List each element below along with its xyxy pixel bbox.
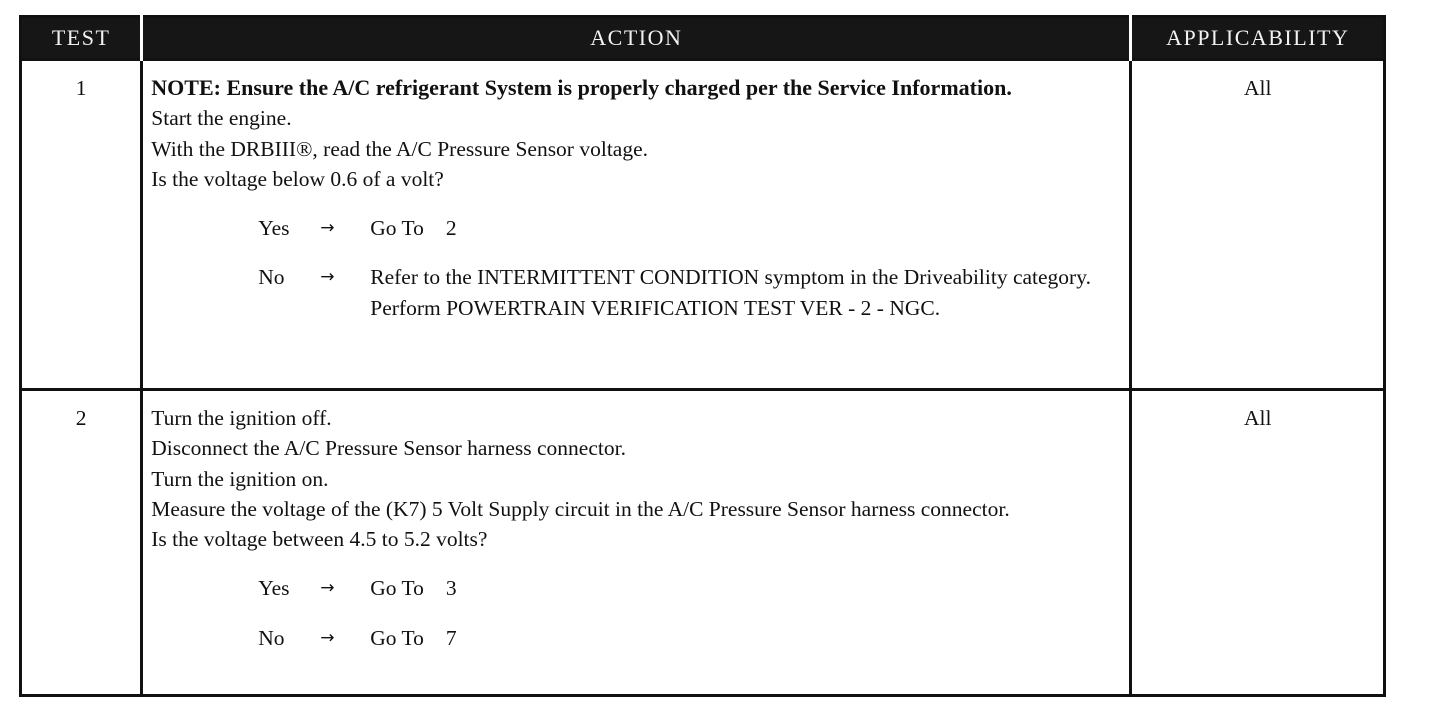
applicability-value: All [1131, 60, 1385, 390]
step-text: Start the engine. [151, 106, 292, 131]
go-to-test-number: 7 [445, 625, 457, 650]
action-cell [142, 390, 1131, 696]
question-text: Is the voltage between 4.5 to 5.2 volts? [151, 527, 488, 552]
no-branch [151, 623, 1120, 653]
applicability-value: All [1131, 390, 1385, 696]
no-action-text: Refer to the INTERMITTENT CONDITION symptom in the Driveability category. [370, 265, 1091, 290]
step-text: With the DRBIII®, read the A/C Pressure Sensor voltage. [151, 136, 649, 161]
no-label: No [258, 265, 285, 290]
note-text: NOTE: Ensure the A/C refrigerant System is properly charged per the Service Information. [151, 75, 1012, 100]
header-applicability: APPLICABILITY [1131, 17, 1385, 60]
answer-branches [151, 573, 1120, 653]
header-action: ACTION [142, 17, 1131, 60]
step-text: Turn the ignition off. [151, 406, 332, 430]
no-action-text-2: Perform POWERTRAIN VERIFICATION TEST VER - 2 - NGC. [370, 295, 941, 320]
go-to-test-number: 2 [445, 216, 457, 241]
no-branch [151, 262, 1120, 323]
go-to-label: Go To [370, 625, 424, 650]
action-cell [142, 60, 1131, 390]
arrow-icon: → [320, 267, 335, 288]
table-row [21, 390, 1385, 696]
answer-branches [151, 213, 1120, 323]
yes-branch [151, 213, 1120, 243]
diagnostic-test-table [19, 15, 1386, 697]
go-to-label: Go To [370, 216, 424, 241]
step-text: Measure the voltage of the (K7) 5 Volt Supply circuit in the A/C Pressure Sensor harness connector. [151, 496, 1010, 521]
yes-label: Yes [258, 576, 290, 601]
question-text: Is the voltage below 0.6 of a volt? [151, 166, 444, 191]
arrow-icon: → [320, 218, 335, 239]
test-number: 2 [21, 390, 142, 696]
yes-label: Yes [258, 216, 290, 241]
test-number: 1 [21, 60, 142, 390]
go-to-label: Go To [370, 576, 424, 601]
no-action [370, 623, 1120, 653]
no-label: No [258, 625, 285, 650]
no-action [370, 262, 1120, 323]
yes-branch [151, 573, 1120, 603]
step-text: Disconnect the A/C Pressure Sensor harness connector. [151, 436, 626, 461]
arrow-icon: → [320, 578, 335, 599]
arrow-icon: → [320, 627, 335, 648]
table-row [21, 60, 1385, 390]
yes-action [370, 213, 1120, 243]
go-to-test-number: 3 [445, 576, 457, 601]
step-text: Turn the ignition on. [151, 466, 329, 491]
table-header-row [21, 17, 1385, 60]
header-test: TEST [21, 17, 142, 60]
yes-action [370, 573, 1120, 603]
